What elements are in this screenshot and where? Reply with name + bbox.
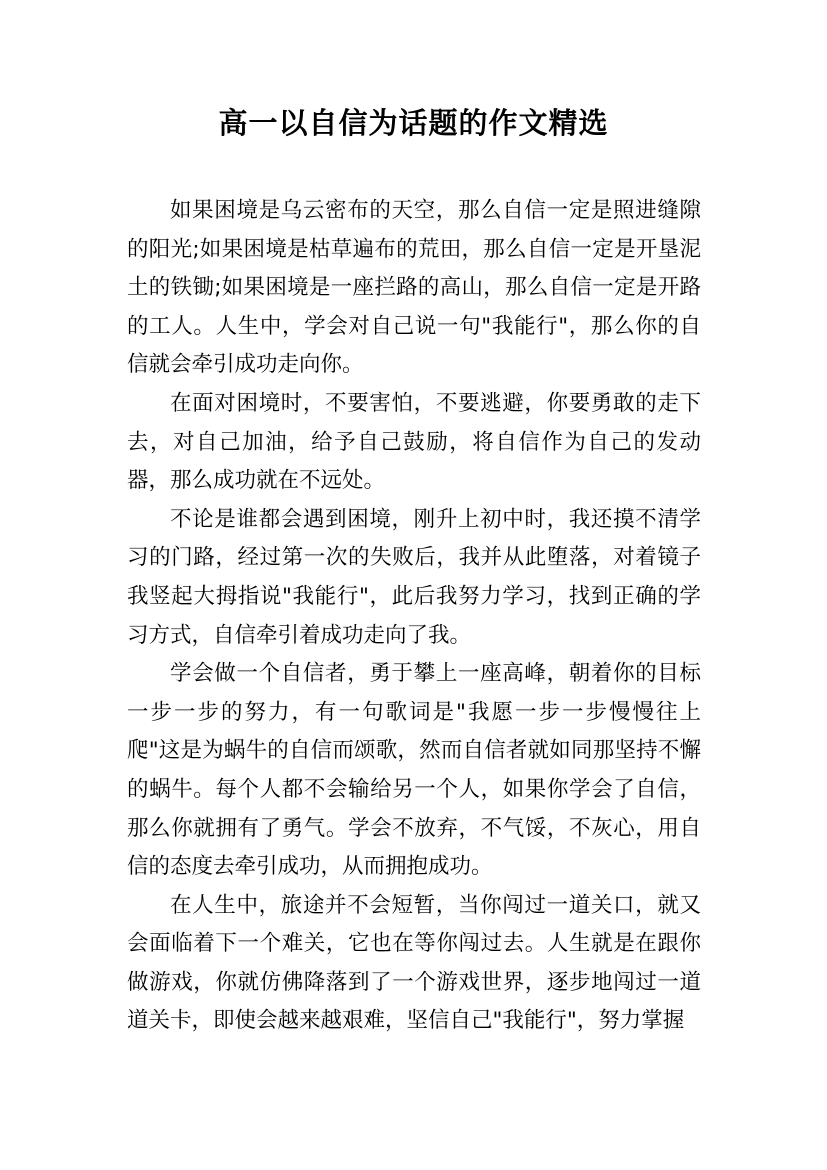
paragraph-2: 在面对困境时，不要害怕，不要逃避，你要勇敢的走下去，对自己加油，给予自己鼓励，将自信作为自己的发动器，那么成功就在不远处。 [127,390,701,494]
paragraph-4: 学会做一个自信者，勇于攀上一座高峰，朝着你的目标一步一步的努力，有一句歌词是"我愿一步一步慢慢往上爬"这是为蜗牛的自信而颂歌，然而自信者就如同那坚持不懈的蜗牛。每个人都不会输给另一个人，如果你学会了自信，那么你就拥有了勇气。学会不放弃，不气馁，不灰心，用自信的态度去牵引成功，从而拥抱成功。 [127,661,701,880]
essay-body [127,192,701,1041]
paragraph-5: 在人生中，旅途并不会短暂，当你闯过一道关口，就又会面临着下一个难关，它也在等你闯过去。人生就是在跟你做游戏，你就仿佛降落到了一个游戏世界，逐步地闯过一道道关卡，即使会越来越艰难，坚信自己"我能行"，努力掌握 [127,892,701,1034]
page-title: 高一以自信为话题的作文精选 [218,106,609,140]
paragraph-1: 如果困境是乌云密布的天空，那么自信一定是照进缝隙的阳光;如果困境是枯草遍布的荒田，那么自信一定是开垦泥土的铁锄;如果困境是一座拦路的高山，那么自信一定是开路的工人。人生中，学会对自己说一句"我能行"，那么你的自信就会牵引成功走向你。 [127,198,701,378]
paragraph-3: 不论是谁都会遇到困境，刚升上初中时，我还摸不清学习的门路，经过第一次的失败后，我并从此堕落，对着镜子我竖起大拇指说"我能行"，此后我努力学习，找到正确的学习方式，自信牵引着成功走向了我。 [127,506,701,648]
